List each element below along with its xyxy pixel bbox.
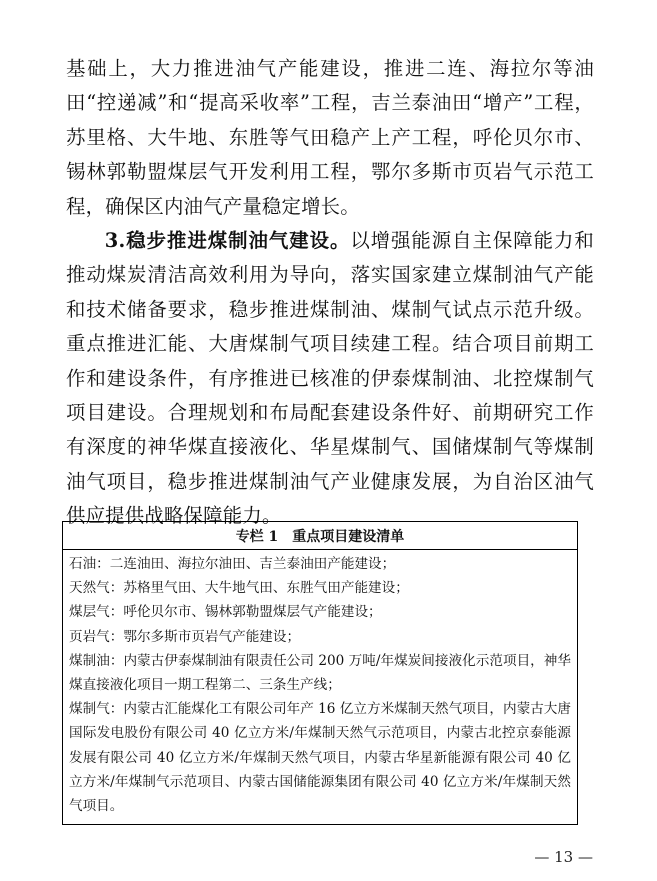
paragraph-oil-gas-production [66, 52, 594, 224]
list-item: 页岩气：鄂尔多斯市页岩气产能建设； [69, 628, 301, 645]
list-item: 煤制气：内蒙古汇能煤化工有限公司年产 16 亿立方米煤制天然气项目，内蒙古大唐国际发电股份有限公司 40 亿立方米/年煤制天然气示范项目，内蒙古北控京泰能源发展有限公司 40 亿立方米/年煤制天然气项目，内蒙古华星新能源有限公司 40 亿立方米/年煤制气示范项目、内蒙古国储能源集团有限公司 40 亿立方米/年煤制天然气项目。 [69, 701, 571, 815]
list-item: 天然气：苏格里气田、大牛地气田、东胜气田产能建设； [69, 580, 409, 597]
page-number: — 13 — [534, 848, 593, 866]
paragraph-text: 基础上，大力推进油气产能建设，推进二连、海拉尔等油田“控递减”和“提高采收率”工程，吉兰泰油田“增产”工程，苏里格、大牛地、东胜等气田稳产上产工程，呼伦贝尔市、锡林郭勒盟煤层气开发利用工程，鄂尔多斯市页岩气示范工程，确保区内油气产量稳定增长。 [66, 57, 594, 218]
project-list [63, 550, 577, 824]
paragraph-text: 以增强能源自主保障能力和推动煤炭清洁高效利用为导向，落实国家建立煤制油气产能和技术储备要求，稳步推进煤制油、煤制气试点示范升级。重点推进汇能、大唐煤制气项目续建工程。结合项目前期工作和建设条件，有序推进已核准的伊泰煤制油、北控煤制气项目建设。合理规划和布局配套建设条件好、前期研究工作有深度的神华煤直接液化、华星煤制气、国储煤制气等煤制油气项目，稳步推进煤制油气产业健康发展，为自治区油气供应提供战略保障能力。 [66, 229, 594, 528]
document-body [66, 52, 594, 534]
list-item: 煤层气：呼伦贝尔市、锡林郭勒盟煤层气产能建设； [69, 604, 382, 621]
section-heading: 3.稳步推进煤制油气建设。 [104, 229, 351, 253]
list-item: 煤制油：内蒙古伊泰煤制油有限责任公司 200 万吨/年煤炭间接液化示范项目，神华煤直接液化项目一期工程第二、三条生产线； [69, 652, 571, 694]
paragraph-coal-to-oil-gas [66, 224, 594, 534]
key-projects-box [62, 521, 578, 825]
list-item: 石油：二连油田、海拉尔油田、吉兰泰油田产能建设； [69, 556, 396, 572]
box-title: 专栏 1 重点项目建设清单 [63, 522, 577, 550]
